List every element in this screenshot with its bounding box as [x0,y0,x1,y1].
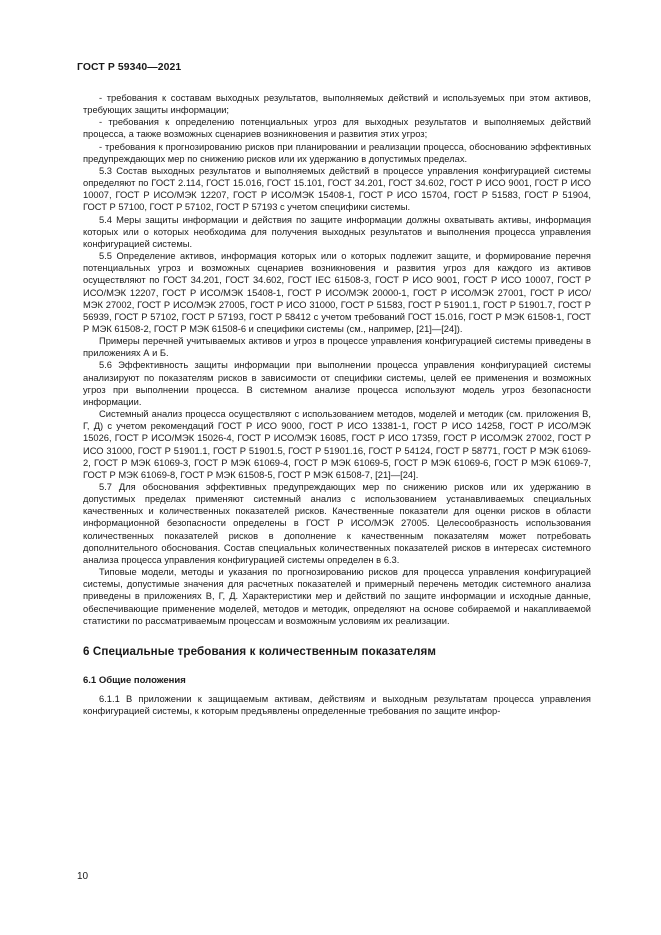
page-number: 10 [77,871,89,882]
paragraph-5-5: 5.5 Определение активов, информация которых или о которых подлежит защите, и формирование перечня потенциальных угроз и возможных сценариев возникновения и развития угроз для каждого из активов осуществляют по ГОСТ 34.201, ГОСТ 34.602, ГОСТ IEC 61508-3, ГОСТ Р ИСО 9001, ГОСТ Р ИСО 10007, ГОСТ Р ИСО/МЭК 12207, ГОСТ Р ИСО/МЭК 15408-1, ГОСТ Р ИСО/МЭК 20000-1, ГОСТ Р ИСО/МЭК 27001, ГОСТ Р ИСО/МЭК 27002, ГОСТ Р ИСО/МЭК 27005, ГОСТ Р ИСО 31000, ГОСТ Р 51583, ГОСТ Р 51901.1, ГОСТ Р 51901.7, ГОСТ Р 56939, ГОСТ Р 57102, ГОСТ Р 57193, ГОСТ Р 58412 с учетом требований ГОСТ 15.016, ГОСТ Р МЭК 61508-1, ГОСТ Р МЭК 61508-2, ГОСТ Р МЭК 61508-6 и специфики системы (см., например, [21]—[24]). [83,251,591,334]
paragraph-system-analysis: Системный анализ процесса осуществляют с использованием методов, моделей и методик (см. приложения В, Г, Д) с учетом рекомендаций ГОСТ Р ИСО 9000, ГОСТ Р ИСО 13381-1, ГОСТ Р ИСО 14258, ГОСТ Р ИСО/МЭК 15026, ГОСТ Р ИСО/МЭК 15026-4, ГОСТ Р ИСО/МЭК 16085, ГОСТ Р ИСО 17359, ГОСТ Р ИСО/МЭК 27002, ГОСТ Р ИСО 31000, ГОСТ Р 51901.1, ГОСТ Р 51901.5, ГОСТ Р 51901.16, ГОСТ Р 54124, ГОСТ Р 58771, ГОСТ Р МЭК 61069-2, ГОСТ Р МЭК 61069-3, ГОСТ Р МЭК 61069-4, ГОСТ Р МЭК 61069-5, ГОСТ Р МЭК 61069-6, ГОСТ Р МЭК 61069-7, ГОСТ Р МЭК 61069-8, ГОСТ Р МЭК 61508-5, ГОСТ Р МЭК 61508-7, [21]—[24]. [83,409,591,480]
paragraph-5-7: 5.7 Для обоснования эффективных предупреждающих мер по снижению рисков или их удержанию в допустимых пределах применяют системный анализ с использованием устанавливаемых специальных качественных и количественных показателей рисков. Качественные показатели для оценки рисков в области информационной безопасности определены в ГОСТ Р ИСО/МЭК 27005. Целесообразность использования количественных показателей рисков в дополнение к качественным показателям может потребовать дополнительного обоснования. Состав специальных количественных показателей рисков в интересах системного анализа процесса управления конфигурацией системы определен в 6.3. [83,482,591,565]
paragraph-requirements-risk-forecast: - требования к прогнозированию рисков при планировании и реализации процесса, обоснованию эффективных предупреждающих мер по снижению рисков или их удержанию в допустимых пределах. [83,141,591,164]
paragraph-5-6: 5.6 Эффективность защиты информации при выполнении процесса управления конфигурацией системы анализируют по показателям рисков в зависимости от специфики системы, целей ее применения и возможных угроз при выполнении процесса. В системном анализе процесса используют модель угроз безопасности информации. [83,360,591,407]
section-6-heading: 6 Специальные требования к количественным показателям [83,644,436,658]
paragraph-requirements-outputs: - требования к составам выходных результатов, выполняемых действий и используемых при этом активов, требующих защиты информации; [83,93,591,116]
paragraph-5-4: 5.4 Меры защиты информации и действия по защите информации должны охватывать активы, информация которых или о которых необходима для получения выходных результатов и выполнения процесса управления конфигурацией системы. [83,214,591,249]
subsection-6-1-heading: 6.1 Общие положения [83,674,186,686]
paragraph-6-1-1: 6.1.1 В приложении к защищаемым активам, действиям и выходным результатам процесса управления конфигурацией системы, к которым предъявлены определенные требования по защите инфор- [83,693,591,717]
document-header: ГОСТ Р 59340—2021 [77,62,182,73]
paragraph-examples-appendix: Примеры перечней учитываемых активов и угроз в процессе управления конфигурацией системы приведены в приложениях А и Б. [83,336,591,359]
page-body [83,92,591,717]
paragraph-requirements-threats: - требования к определению потенциальных угроз для выходных результатов и выполняемых действий процесса, а также возможных сценариев возникновения и развития этих угроз; [83,117,591,140]
paragraph-typical-models: Типовые модели, методы и указания по прогнозированию рисков для процесса управления конфигурацией системы, допустимые значения для расчетных показателей и примерный перечень методик системного анализа приведены в приложениях В, Г, Д. Характеристики мер и действий по защите информации и исходные данные, обеспечивающие применение моделей, методов и методик, определяют на основе собираемой и накапливаемой статистики по рассматриваемым процессам и возможным условиям их реализации. [83,567,591,626]
paragraph-5-3: 5.3 Состав выходных результатов и выполняемых действий в процессе управления конфигурацией системы определяют по ГОСТ 2.114, ГОСТ 15.016, ГОСТ 15.101, ГОСТ 34.201, ГОСТ 34.602, ГОСТ Р ИСО 9001, ГОСТ Р ИСО 10007, ГОСТ Р ИСО/МЭК 12207, ГОСТ Р ИСО/МЭК 15408-1, ГОСТ Р ИСО 15704, ГОСТ Р 51583, ГОСТ Р 51904, ГОСТ Р 57100, ГОСТ Р 57102, ГОСТ Р 57193 с учетом специфики системы. [83,165,591,213]
